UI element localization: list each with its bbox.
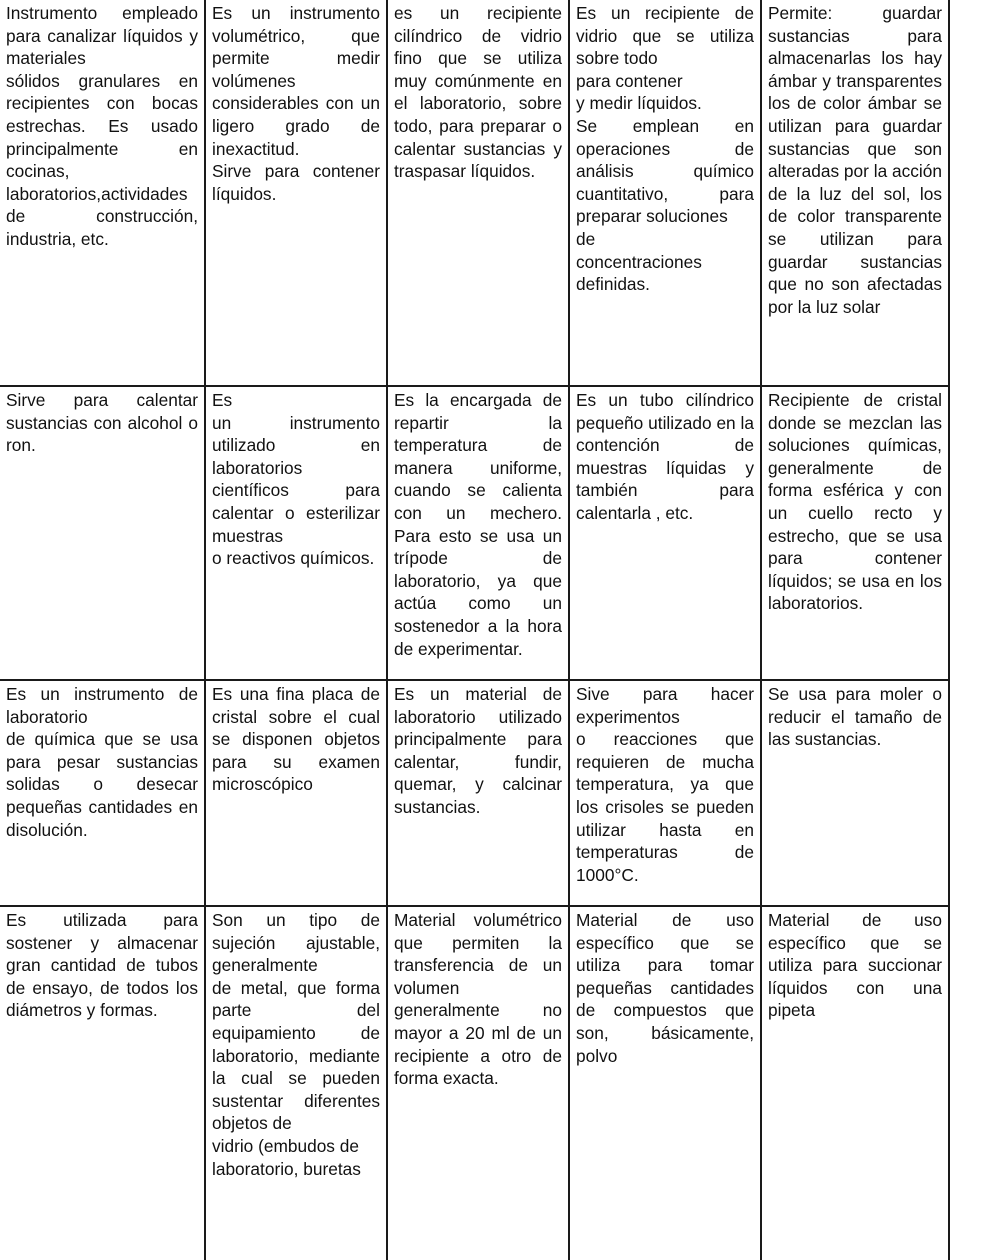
table-cell: Es la encargada de repartir la temperatura de manera uniforme, cuando se calienta con un mechero. Para esto se usa un trípode de laboratorio, ya que actúa como un sostenedor a la hora de experimentar. <box>387 386 569 680</box>
table-cell: Se usa para moler o reducir el tamaño de las sustancias. <box>761 680 949 906</box>
table-cell: Es un tubo cilíndrico pequeño utilizado en la contención de muestras líquidas y también para calentarla , etc. <box>569 386 761 680</box>
table-cell: Instrumento empleado para canalizar líquidos y materiales sólidos granulares en recipientes con bocas estrechas. Es usado principalmente en cocinas, laboratorios,actividades de construcción, industria, etc. <box>0 0 205 386</box>
table-row <box>0 386 949 680</box>
table-cell: Es utilizada para sostener y almacenar gran cantidad de tubos de ensayo, de todos los diámetros y formas. <box>0 906 205 1260</box>
table-cell: Material volumétrico que permiten la transferencia de un volumen generalmente no mayor a 20 ml de un recipiente a otro de forma exacta. <box>387 906 569 1260</box>
table-cell: Recipiente de cristal donde se mezclan las soluciones químicas, generalmente de forma esférica y con un cuello recto y estrecho, que se usa para contener líquidos; se usa en los laboratorios. <box>761 386 949 680</box>
table-cell: Sirve para calentar sustancias con alcohol o ron. <box>0 386 205 680</box>
table-cell: Es un instrumento de laboratorio de química que se usa para pesar sustancias solidas o desecar pequeñas cantidades en disolución. <box>0 680 205 906</box>
table-cell: Permite: guardar sustancias para almacenarlas los hay ámbar y transparentes los de color ámbar se utilizan para guardar sustancias que son alteradas por la acción de la luz del sol, los de color transparente se utilizan para guardar sustancias que no son afectadas por la luz solar <box>761 0 949 386</box>
table-cell: Es un material de laboratorio utilizado principalmente para calentar, fundir, quemar, y calcinar sustancias. <box>387 680 569 906</box>
table-cell: Material de uso específico que se utiliza para tomar pequeñas cantidades de compuestos que son, básicamente, polvo <box>569 906 761 1260</box>
table-row <box>0 680 949 906</box>
table-cell: Es una fina placa de cristal sobre el cual se disponen objetos para su examen microscópico <box>205 680 387 906</box>
table-cell: Es un instrumento volumétrico, que permite medir volúmenes considerables con un ligero grado de inexactitud. Sirve para contener líquidos. <box>205 0 387 386</box>
table-cell: Son un tipo de sujeción ajustable, generalmente de metal, que forma parte del equipamiento de laboratorio, mediante la cual se pueden sustentar diferentes objetos de vidrio (embudos de laboratorio, buretas <box>205 906 387 1260</box>
table-cell: Es un recipiente de vidrio que se utiliza sobre todo para contener y medir líquidos. Se emplean en operaciones de análisis químico cuantitativo, para preparar soluciones de concentraciones definidas. <box>569 0 761 386</box>
table-row <box>0 906 949 1260</box>
table-cell: Es un instrumento utilizado en laboratorios científicos para calentar o esterilizar muestras o reactivos químicos. <box>205 386 387 680</box>
table-cell: Material de uso específico que se utiliza para succionar líquidos con una pipeta <box>761 906 949 1260</box>
table-cell: es un recipiente cilíndrico de vidrio fino que se utiliza muy comúnmente en el laboratorio, sobre todo, para preparar o calentar sustancias y traspasar líquidos. <box>387 0 569 386</box>
table-cell: Sive para hacer experimentos o reacciones que requieren de mucha temperatura, ya que los crisoles se pueden utilizar hasta en temperaturas de 1000°C. <box>569 680 761 906</box>
table-row <box>0 0 949 386</box>
